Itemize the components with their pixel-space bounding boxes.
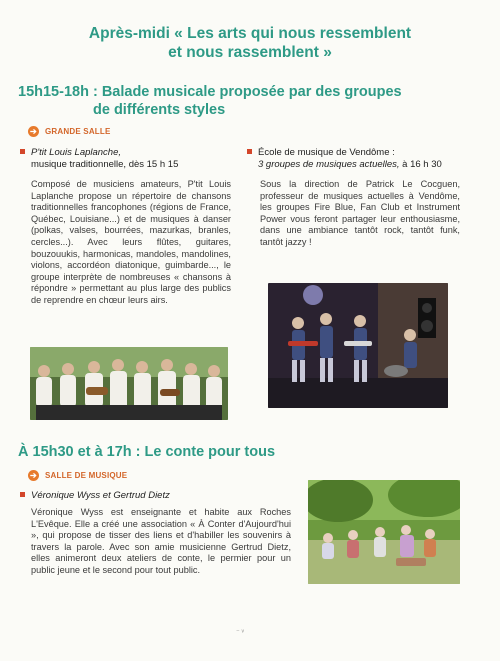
item-ecole-musique-heading xyxy=(247,147,487,171)
photo-music-school-band xyxy=(268,283,448,408)
title-line-1: Après-midi « Les arts qui nous ressemblent xyxy=(88,25,412,42)
item-ptit-louis-heading xyxy=(20,147,235,171)
venue-salle-de-musique xyxy=(28,470,127,481)
venue-label: SALLE DE MUSIQUE xyxy=(45,471,128,480)
item-name: Véronique Wyss et Gertrud Dietz xyxy=(31,490,170,501)
square-bullet-icon xyxy=(247,149,252,154)
square-bullet-icon xyxy=(20,492,25,497)
photo-traditional-band xyxy=(30,347,228,420)
section2-heading: À 15h30 et à 17h : Le conte pour tous xyxy=(18,444,276,460)
square-bullet-icon xyxy=(20,149,25,154)
venue-label: GRANDE SALLE xyxy=(45,127,111,136)
item-ecole-musique-text: Sous la direction de Patrick Le Cocguen, professeur de musiques actuelles à Vendôme, les groupes Fire Blue, Fan Club et Instrument Power vous feront partager leur enthousiasme, dans une ambiance tantôt rock, tantôt funk, tantôt jazzy ! xyxy=(260,179,460,247)
item-ptit-louis-text: Composé de musiciens amateurs, P'tit Louis Laplanche propose un répertoire de chansons traditionnelles francophones (régions de France, Québec, Louisiane...) et de musiques à danser (polkas, valses, bourrées, mazurkas, branles, cercles...). Avec leurs flûtes, guitares, bouzouukis, harmonicas, mandoles, mandolines, violons, accordéon diatonique, guimbarde..., le groupe interprète de nombreuses « chansons à répondre » permettant au plus large des publics de reprendre en chœur leurs airs. xyxy=(31,179,231,305)
item-subtitle-italic: 3 groupes de musiques actuelles, xyxy=(258,159,400,170)
arrow-circle-icon: ➔ xyxy=(28,470,39,481)
page-title xyxy=(0,24,500,62)
venue-grande-salle xyxy=(28,126,111,137)
item-subtitle: musique traditionnelle, dès 15 h 15 xyxy=(31,159,179,170)
item-name: P'tit Louis Laplanche, xyxy=(31,147,122,158)
page-footer-mark: ⁻ ᵛ xyxy=(236,629,244,636)
photo-storytelling xyxy=(308,480,460,584)
arrow-circle-icon: ➔ xyxy=(28,126,39,137)
section1-heading-line-2: de différents styles xyxy=(93,102,226,118)
item-subtitle-time: à 16 h 30 xyxy=(399,159,442,170)
item-name: École de musique de Vendôme : xyxy=(258,147,395,158)
title-line-2: et nous rassemblent » xyxy=(168,44,332,61)
item-conte-heading xyxy=(20,490,290,502)
section1-heading-line-1: 15h15-18h : Balade musicale proposée par des groupes xyxy=(18,84,402,100)
section1-heading xyxy=(18,83,402,119)
item-conte-text: Véronique Wyss est enseignante et habite aux Roches L'Evêque. Elle a créé une association « À Conter d'Aujourd'hui », qui propose de tisser des liens et d'habiller les souvenirs à travers la parole. Avec son amie musicienne Gertrud Dietz, elles animeront deux ateliers de conte, le permier pour un public jeune et le second pour tout public. xyxy=(31,507,291,575)
